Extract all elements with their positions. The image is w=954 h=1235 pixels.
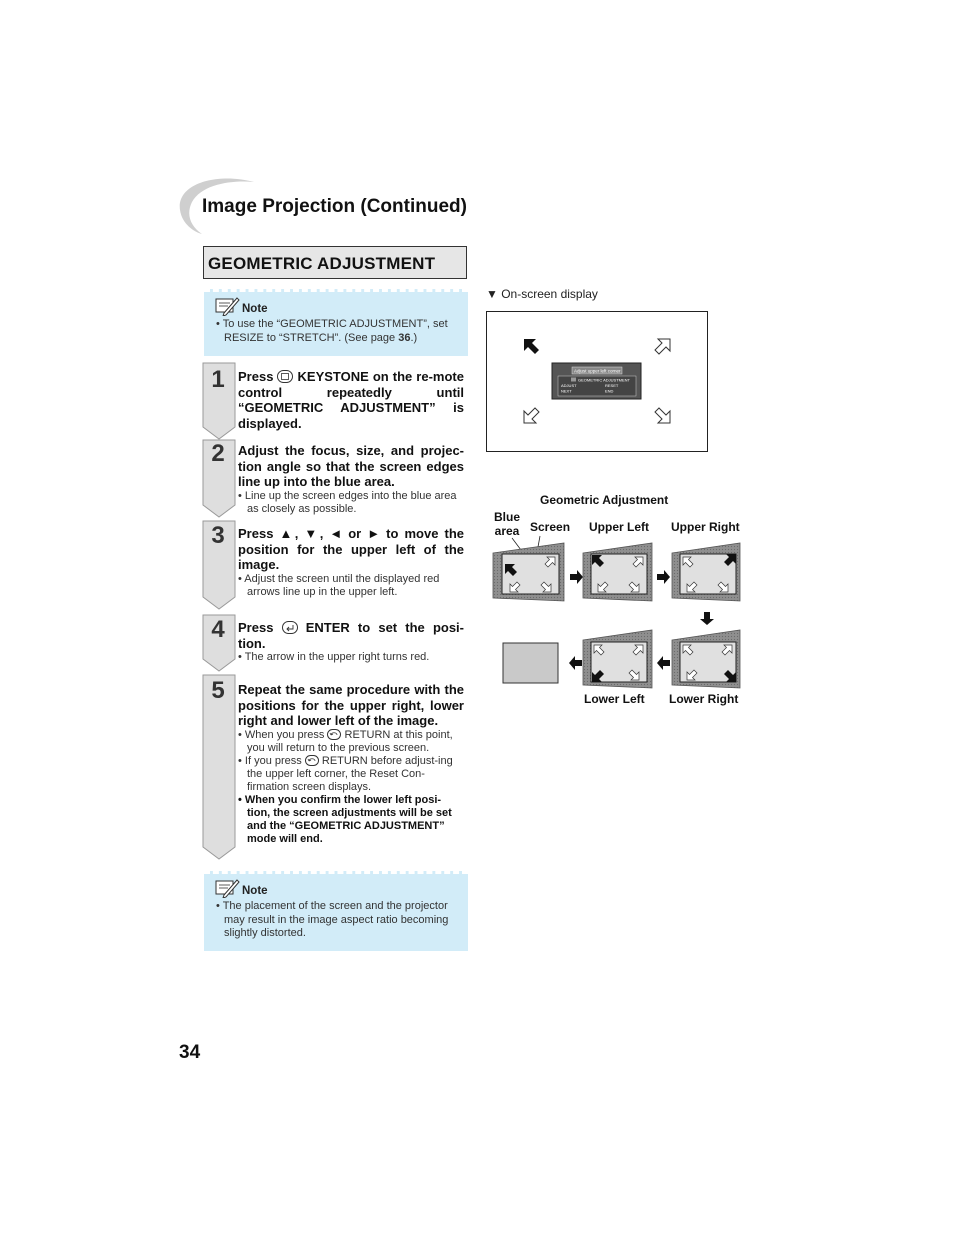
panel-initial <box>493 543 564 601</box>
osd-option-reset: RESET <box>605 383 619 388</box>
section-title: GEOMETRIC ADJUSTMENT <box>208 254 436 273</box>
osd-illustration <box>487 312 707 451</box>
arrow-lower-left-icon <box>524 408 539 423</box>
arrow-right-icon <box>657 570 670 584</box>
osd-screen <box>486 311 708 452</box>
step-3-heading: Press ▲, ▼, ◄ or ► to move the position for the upper left of the image. <box>238 526 464 572</box>
section-heading <box>203 246 467 279</box>
arrow-upper-right-icon <box>655 339 670 354</box>
note-text: • To use the “GEOMETRIC ADJUSTMENT”, set RESIZE to “STRETCH”. (See page 36.) <box>216 318 448 344</box>
step-tabs-graphic <box>202 361 236 861</box>
blue-area-label: Blue area <box>493 510 520 538</box>
step-3-bullet: • Adjust the screen until the displayed red arrows line up in the upper left. <box>238 572 440 598</box>
step-2-tab <box>202 440 234 470</box>
geometric-adjustment-diagram <box>490 530 750 690</box>
step-4-heading: Press ENTER to set the posi-tion. <box>238 620 464 651</box>
step-5-bullet: • When you press RETURN at this point, you will return to the previous screen. <box>238 728 453 754</box>
step-2 <box>238 443 464 516</box>
panel-lower-left <box>583 630 652 688</box>
step-5-tab <box>202 677 234 707</box>
step-number: 1 <box>211 366 225 393</box>
note-label: Note <box>242 885 268 897</box>
note-box-top <box>204 289 468 356</box>
arrow-left-icon <box>657 656 670 670</box>
note-header <box>212 878 460 900</box>
pencil-icon <box>214 878 240 898</box>
panel-lower-right <box>672 630 740 688</box>
note-label: Note <box>242 303 268 315</box>
step-number: 3 <box>211 522 225 549</box>
osd-option-end: END <box>605 388 614 394</box>
pencil-icon <box>214 296 240 316</box>
upper-left-label: Upper Left <box>589 520 649 534</box>
step-number: 5 <box>211 677 225 704</box>
arrow-right-icon <box>570 570 583 584</box>
osd-caption: ▼ On-screen display <box>486 287 598 301</box>
enter-button-icon <box>282 621 298 634</box>
arrow-down-icon <box>700 612 714 625</box>
step-number: 4 <box>211 616 225 643</box>
step-1-heading: Press KEYSTONE on the re-mote control repeatedly until “GEOMETRIC ADJUSTMENT” is displayed. <box>238 369 464 431</box>
return-button-icon <box>327 729 341 740</box>
step-1-tab <box>202 366 234 396</box>
lower-left-label: Lower Left <box>584 692 645 706</box>
step-4-tab <box>202 616 234 646</box>
osd-menu-item: GEOMETRIC ADJUSTMENT <box>578 377 631 383</box>
panel-upper-left <box>583 543 652 601</box>
step-5-bullet-bold: • When you confirm the lower left posi-tion, the screen adjustments will be set and the “GEOMETRIC ADJUSTMENT” mode will end. <box>238 793 452 845</box>
step-number: 2 <box>211 440 225 467</box>
panel-final <box>503 643 558 683</box>
screen-label: Screen <box>530 520 571 534</box>
lower-right-label: Lower Right <box>669 692 739 706</box>
diagram-title: Geometric Adjustment <box>540 493 669 507</box>
arrow-upper-left-icon <box>524 339 539 354</box>
osd-menu-title: Adjust upper left corner <box>574 368 621 374</box>
keystone-button-icon <box>277 370 293 383</box>
step-4 <box>238 620 464 664</box>
step-2-bullet: • Line up the screen edges into the blue area as closely as possible. <box>238 489 457 515</box>
note-text: • The placement of the screen and the projector may result in the image aspect ratio becoming slightly distorted. <box>216 900 449 939</box>
arrow-left-icon <box>569 656 582 670</box>
osd-option-adjust: ADJUST <box>561 383 577 388</box>
step-4-bullet: • The arrow in the upper right turns red. <box>238 651 430 663</box>
step-2-heading: Adjust the focus, size, and projec-tion angle so that the screen edges line up into the blue area. <box>238 443 464 489</box>
step-3 <box>238 526 464 599</box>
upper-right-label: Upper Right <box>671 520 740 534</box>
step-3-tab <box>202 522 234 552</box>
page-number: 34 <box>179 1042 201 1063</box>
note-box-bottom <box>204 871 468 951</box>
page-title: Image Projection (Continued) <box>202 196 467 217</box>
step-5-heading: Repeat the same procedure with the positions for the upper right, lower right and lower left of the image. <box>238 682 464 728</box>
osd-option-next: NEXT <box>561 388 572 394</box>
step-5-bullet: • If you press RETURN before adjust-ing the upper left corner, the Reset Con-firmation screen displays. <box>238 754 453 793</box>
step-5 <box>238 682 464 846</box>
panel-upper-right <box>672 543 740 601</box>
note-header <box>212 296 460 318</box>
arrow-lower-right-icon <box>655 408 670 423</box>
return-button-icon <box>305 755 319 766</box>
step-1 <box>238 369 464 431</box>
